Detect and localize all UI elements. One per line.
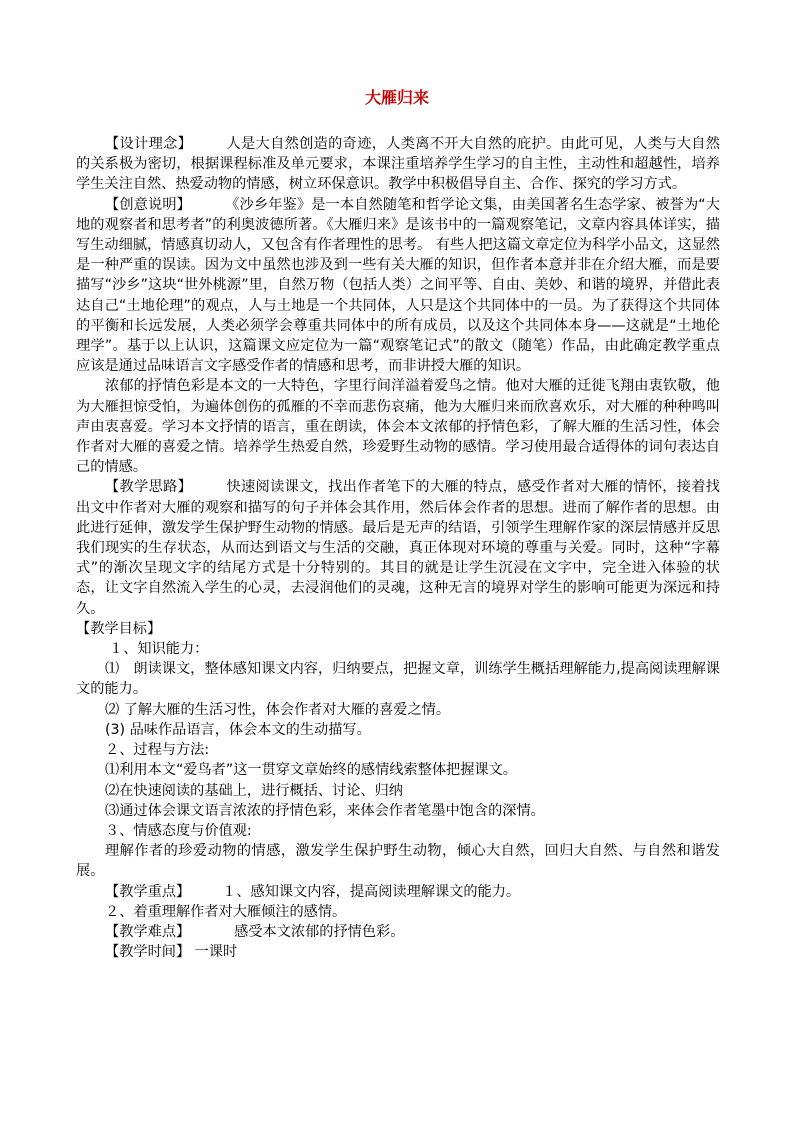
keypoints-text-1: １、感知课文内容，提高阅读理解课文的能力。 <box>222 883 521 900</box>
approach-paragraph <box>76 477 720 618</box>
knowledge-item-3: (3) 品味作品语言，体会本文的生动描写。 <box>105 721 371 738</box>
creative-paragraph <box>76 195 720 377</box>
process-item-1: ⑴利用本文“爱鸟者”这一贯穿文章始终的感情线索整体把握课文。 <box>105 762 517 779</box>
approach-text: 快速阅读课文，找出作者笔下的大雁的特点，感受作者对大雁的情怀，接着找出文中作者对大雁的观察和描写的句子并体会其作用，然后体会作者的思想。进而了解作者的思想。由此进行延伸，激发学生保护野生动物的情感。最后是无声的结语，引领学生理解作家的深层情感并反思我们现实的生存状态，从而达到语文与生活的交融，真正体现对环境的尊重与关爱。同时，这种“字幕式”的渐次呈现文字的结尾方式是十分特别的。其目的就是让学生沉浸在文字中，完全进入体验的状态，让文字自然流入学生的心灵，去浸润他们的灵魂，这种无言的境界对学生的影响可能更为深远和持久。 <box>76 479 720 617</box>
keypoints-line-1 <box>76 882 720 902</box>
approach-label: 【教学思路】 <box>105 479 193 496</box>
process-item-3: ⑶通过体会课文语言浓浓的抒情色彩，来体会作者笔墨中饱含的深情。 <box>105 802 545 819</box>
process-item-2: ⑵在快速阅读的基础上，进行概括、讨论、归纳 <box>105 782 403 799</box>
goals-heading: 【教学目标】 <box>76 620 162 637</box>
keypoints-line-2: ２、着重理解作者对大雁倾注的感情。 <box>105 903 347 920</box>
design-label: 【设计理念】 <box>105 136 193 152</box>
process-heading: ２、过程与方法: <box>105 742 210 759</box>
knowledge-item-1: ⑴ 朗读课文，整体感知课文内容，归纳要点，把握文章，训练学生概括理解能力,提高阅读理解课文的能力。 <box>76 661 720 698</box>
creative-paragraph-2: 浓郁的抒情色彩是本文的一大特色，字里行间洋溢着爱鸟之情。他对大雁的迁徙飞翔由衷钦敬，他为大雁担惊受怕，为遍体创伤的孤雁的不幸而悲伤哀痛，他为大雁归来而欣喜欢乐，对大雁的种种鸣叫声由衷喜爱。学习本文抒情的语言，重在朗读，体会本文浓郁的抒情色彩，了解大雁的生活习性，体会作者对大雁的喜爱之情。培养学生热爱自然，珍爱野生动物的感情。学习使用最合适得体的词句表达自己的情感。 <box>76 378 720 476</box>
difficulty-text: 感受本文浓郁的抒情色彩。 <box>234 923 405 940</box>
design-paragraph <box>76 134 720 195</box>
emotion-item-1: 理解作者的珍爱动物的情感，激发学生保护野生动物，倾心大自然，回归大自然、与自然和谐发展。 <box>76 843 720 880</box>
difficulty-label: 【教学难点】 <box>105 923 191 940</box>
creative-text: 《沙乡年鉴》是一本自然随笔和哲学论文集，由美国著名生态学家、被誉为“大地的观察者和思考者”的利奥波德所著。《大雁归来》是该书中的一篇观察笔记，文章内容具体详实，描写生动细腻，情感真切动人，又包含有作者理性的思考。 有些人把这篇文章定位为科学小品文，这显然是一种严重的误读。因为文中虽然也涉及到一些有关大雁的知识，但作者本意并非在介绍大雁，而是要描写“沙乡”这块“世外桃源”里，自然万物（包括人类）之间平等、自由、美妙、和谐的境界，并借此表达自己“土地伦理”的观点，人与土地是一个共同体，人只是这个共同体中的一员。为了获得这个共同体的平衡和长远发展，人类必须学会尊重共同体中的所有成员，以及这个共同体本身——这就是“土地伦理学”。基于以上认识，这篇课文应定位为一篇“观察笔记式”的散文（随笔）作品，由此确定教学重点应该是通过品味语言文字感受作者的情感和思考，而非讲授大雁的知识。 <box>76 196 720 375</box>
document-body <box>76 134 720 962</box>
design-text: 人是大自然创造的奇迹，人类离不开大自然的庇护。由此可见，人类与大自然的关系极为密切，根据课程标准及单元要求，本课注重培养学生学习的自主性，主动性和超越性，培养学生关注自然、热爱动物的情感，树立环保意识。教学中积极倡导自主、合作、探究的学习方式。 <box>76 136 720 193</box>
time-line <box>76 942 720 962</box>
emotion-heading: ３、情感态度与价值观: <box>105 822 252 839</box>
difficulty-line <box>76 922 720 942</box>
time-text: 一课时 <box>194 944 238 961</box>
knowledge-heading: １、知识能力： <box>109 641 209 658</box>
page-title: 大雁归来 <box>364 88 429 107</box>
knowledge-item-2: ⑵ 了解大雁的生活习性，体会作者对大雁的喜爱之情。 <box>105 701 451 718</box>
time-label: 【教学时间】 <box>105 944 191 961</box>
keypoints-label: 【教学重点】 <box>105 883 191 900</box>
creative-label: 【创意说明】 <box>105 196 192 213</box>
